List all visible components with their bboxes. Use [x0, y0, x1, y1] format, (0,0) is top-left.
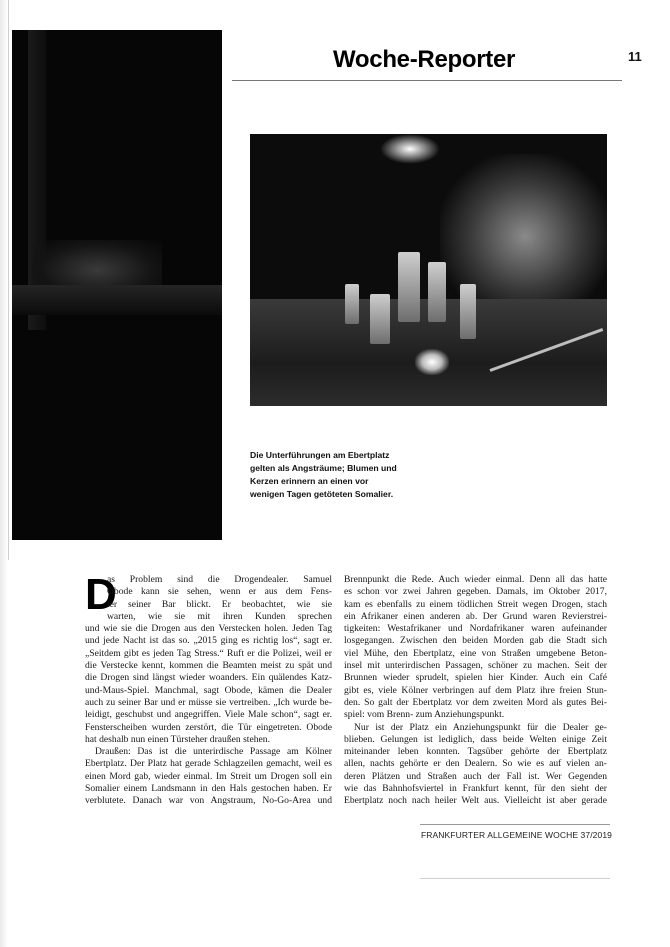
text-line: „Seitdem gibt es jeden Tag Stress.“ Ruft er die Polizei, weil er [85, 647, 332, 659]
photo-candle-flame [415, 349, 449, 375]
text-line: Obode kann sie sehen, wenn er aus dem Fens- [107, 586, 332, 598]
photo-candle [345, 284, 359, 324]
text-line: spiel: vom Brenn- zum Anziehungspunkt. [344, 709, 505, 721]
photo-candle [460, 284, 476, 339]
text-line: und-Maus-Spiel. Manchmal, sagt Obode, kämen die Dealer [85, 684, 332, 696]
text-line: auch zu seiner Bar und er müsse sie vertreiben. „Ich wurde be- [85, 696, 332, 708]
photo-lamp [380, 134, 440, 164]
underpass-photo [12, 30, 222, 540]
text-line: tigkeiten: Westafrikaner und Nordafrikaner waren aufeinander [344, 623, 607, 635]
text-line: den. So galt der Ebertplatz vor dem zweiten Mord als gutes Bei- [344, 696, 607, 708]
text-line: losgegangen. Zwischen den beiden Morden gab die Stadt sich [344, 635, 607, 647]
text-line: die Verstecke kennt, kommen die Beamten meist zu spät und [85, 660, 332, 672]
text-line: leidigt, geschubst und angegriffen. Viele Male schon“, sagt er. [85, 709, 332, 721]
header-rule [232, 80, 622, 81]
text-line: und jede Nacht ist das so. „2015 ging es richtig los“, sagt er. [85, 635, 332, 647]
text-line: hat deshalb nun einen Türsteher draußen stehen. [85, 733, 270, 745]
text-line: es schon vor zwei Jahren gegeben. Damals, im Oktober 2017, [344, 586, 607, 598]
text-line: Ebertplatz. Der Platz hat gerade Schlagzeilen gemacht, weil es [85, 758, 332, 770]
page-number: 11 [628, 49, 642, 64]
caption-line: wenigen Tagen getöteten Somalier. [250, 489, 394, 499]
text-line: ein Afrikaner einen anderen ab. Der Grund waren Revierstrei- [344, 610, 607, 622]
text-line: die Drogen sind längst wieder woanders. Ein quälendes Katz- [85, 672, 332, 684]
photo-floor [12, 285, 222, 315]
text-line: allen, nachts gehörte er den Dealern. So wie es auf vielen an- [344, 758, 607, 770]
memorial-photo [250, 134, 607, 406]
text-line: insel mit unterirdischen Passagen, schöner zu machen. Seit der [344, 660, 607, 672]
photo-candle [370, 294, 390, 344]
article-column-2 [344, 574, 607, 808]
text-line: Draußen: Das ist die unterirdische Passage am Kölner [95, 746, 332, 758]
text-line: deren Plätzen und Straßen auch der Fall ist. Wer Gegenden [344, 770, 607, 782]
text-line: Brennpunkt die Rede. Auch wieder einmal. Denn all das hatte [344, 574, 607, 585]
text-line: Ebertplatz noch nach heiler Welt aus. Vielleicht ist aber gerade [344, 795, 607, 807]
caption-line: gelten als Angsträume; Blumen und [250, 463, 397, 473]
text-line: blieben. Gelungen ist lediglich, dass beide Welten einige Zeit [344, 733, 607, 745]
photo-flowers [440, 154, 607, 304]
scan-edge [0, 0, 8, 947]
text-line: Fensterscheiben wurden zerstört, die Tür eingetreten. Obode [85, 721, 332, 733]
text-line: viel Mühe, den Ebertplatz, eine von Straßen umgebene Beton- [344, 647, 607, 659]
text-line: ter seiner Bar blickt. Er beobachtet, wie sie [107, 598, 332, 610]
text-line: einen Mord gab, wieder einmal. Im Streit um Drogen soll ein [85, 770, 332, 782]
footer-rule [420, 824, 610, 825]
caption-line: Kerzen erinnern an einen vor [250, 476, 369, 486]
article-column-1 [85, 570, 332, 808]
photo-candle [398, 252, 420, 322]
publication-footer: FRANKFURTER ALLGEMEINE WOCHE 37/2019 [421, 830, 612, 840]
text-line: Nur ist der Platz ein Anziehungspunkt für die Dealer ge- [354, 721, 607, 733]
caption-line: Die Unterführungen am Ebertplatz [250, 450, 390, 460]
text-line: miteinander leben konnten. Tagsüber gehörte der Ebertplatz [344, 746, 607, 758]
section-title: Woche-Reporter [333, 46, 516, 73]
text-line: warten, wie sie mit ihren Kunden sprechen [107, 610, 332, 622]
text-line: und wie sie die Drogen aus den Verstecken holen. Jeden Tag [85, 623, 332, 635]
photo-candle [428, 262, 446, 322]
photo-caption [250, 449, 420, 501]
text-line: verblutete. Danach war von Angstraum, No-Go-Area und [85, 795, 332, 807]
text-line: Brunnen wieder sprudelt, spielen hier Kinder. Auch ein Café [344, 672, 607, 684]
text-line: as Problem sind die Drogendealer. Samuel [107, 574, 332, 585]
drop-cap: D [85, 570, 117, 619]
text-line: gibt es, viele Kölner verbringen auf dem Platz ihre freien Stun- [344, 684, 607, 696]
text-line: kam es ebenfalls zu einem tödlichen Streit wegen Drogen, stach [344, 598, 607, 610]
text-line: Somalier einem Landsmann in den Hals gestochen haben. Er [85, 783, 332, 795]
text-line: wie das Bahnhofsviertel in Frankfurt kennt, für den sieht der [344, 783, 607, 795]
scan-line [8, 0, 9, 560]
bottom-rule [420, 878, 610, 879]
